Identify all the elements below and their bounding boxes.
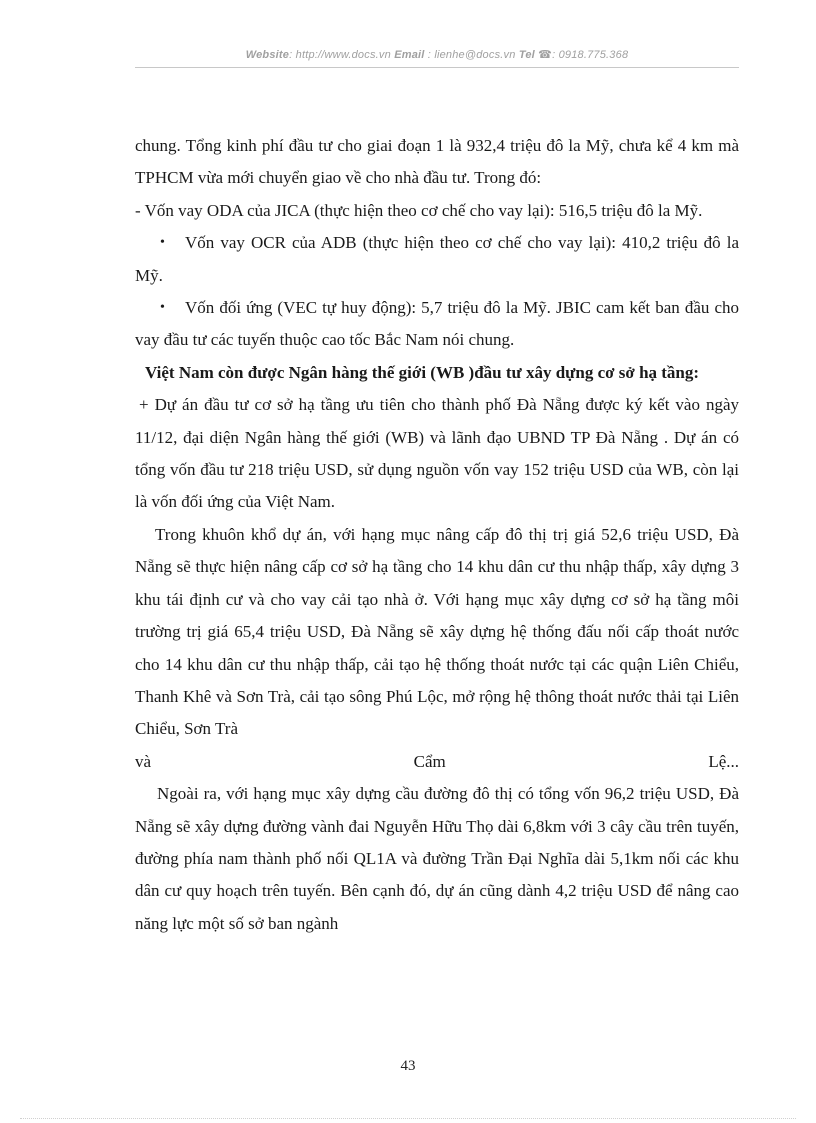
bullet-text-vec: Vốn đối ứng (VEC tự huy động): 5,7 triệu đô la Mỹ. JBIC cam kết ban đầu cho vay đầu tư các tuyến thuộc cao tốc Bắc Nam nói chung. [135,298,739,350]
paragraph-intro: chung. Tổng kinh phí đầu tư cho giai đoạn 1 là 932,4 triệu đô la Mỹ, chưa kể 4 km mà TPHCM vừa mới chuyển giao về cho nhà đầu tư. Trong đó: [135,136,739,188]
paragraph-project: + Dự án đầu tư cơ sở hạ tầng ưu tiên cho thành phố Đà Nẵng được ký kết vào ngày 11/12, đại diện Ngân hàng thế giới (WB) và lãnh đạo UBND TP Đà Nẵng . Dự án có tổng vốn đầu tư 218 triệu USD, sử dụng nguồn vốn vay 152 triệu USD của WB, còn lại là vốn đối ứng của Việt Nam. [135,395,739,512]
line-word-1: và [135,751,152,771]
page-number: 43 [400,1058,416,1074]
header-divider [135,67,739,68]
paragraph-roads: Ngoài ra, với hạng mục xây dựng cầu đường đô thị có tổng vốn 96,2 triệu USD, Đà Nẵng sẽ xây dựng đường vành đai Nguyễn Hữu Thọ dài 6,8km với 3 cây cầu trên tuyến, đường phía nam thành phố nối QL1A và đường Trần Đại Nghĩa dài 5,1km nối các khu dân cư quy hoạch trên tuyến. Bên cạnh đó, dự án cũng dành 4,2 triệu USD để nâng cao năng lực một số sở ban ngành [135,784,739,933]
paragraph-framework-end [135,746,739,778]
bullet-icon: • [160,300,165,316]
email-value: : lienhe@docs.vn [424,49,519,61]
line-word-3: Lệ... [708,751,739,771]
bullet-item-vec [135,292,739,357]
section-heading: Việt Nam còn được Ngân hàng thế giới (WB )đầu tư xây dựng cơ sở hạ tầng: [145,362,700,382]
tel-value: ☎: 0918.775.368 [534,49,629,61]
document-body [135,130,739,940]
bullet-icon: • [160,235,165,251]
footer-divider [20,1118,796,1119]
paragraph-jica: - Vốn vay ODA của JICA (thực hiện theo cơ chế cho vay lại): 516,5 triệu đô la Mỹ. [135,200,703,220]
website-label: Website [245,49,290,61]
bullet-text-adb: Vốn vay OCR của ADB (thực hiện theo cơ chế cho vay lại): 410,2 triệu đô la Mỹ. [135,233,739,285]
tel-label: Tel [518,49,535,61]
bullet-item-adb [135,227,739,292]
email-label: Email [394,49,425,61]
website-value: : http://www.docs.vn [289,49,395,61]
page-header [135,48,739,61]
line-word-2: Cẩm [413,751,446,771]
paragraph-framework: Trong khuôn khổ dự án, với hạng mục nâng cấp đô thị trị giá 52,6 triệu USD, Đà Nẵng sẽ thực hiện nâng cấp cơ sở hạ tầng cho 14 khu dân cư thu nhập thấp, xây dựng 3 khu tái định cư và cho vay cải tạo nhà ở. Với hạng mục xây dựng cơ sở hạ tầng môi trường trị giá 65,4 triệu USD, Đà Nẵng sẽ xây dựng hệ thống đấu nối cấp thoát nước cho 14 khu dân cư thu nhập thấp, cải tạo hệ thống thoát nước tại các quận Liên Chiểu, Thanh Khê và Sơn Trà, cải tạo sông Phú Lộc, mở rộng hệ thông thoát nước thải tại Liên Chiểu, Sơn Trà [135,524,739,739]
